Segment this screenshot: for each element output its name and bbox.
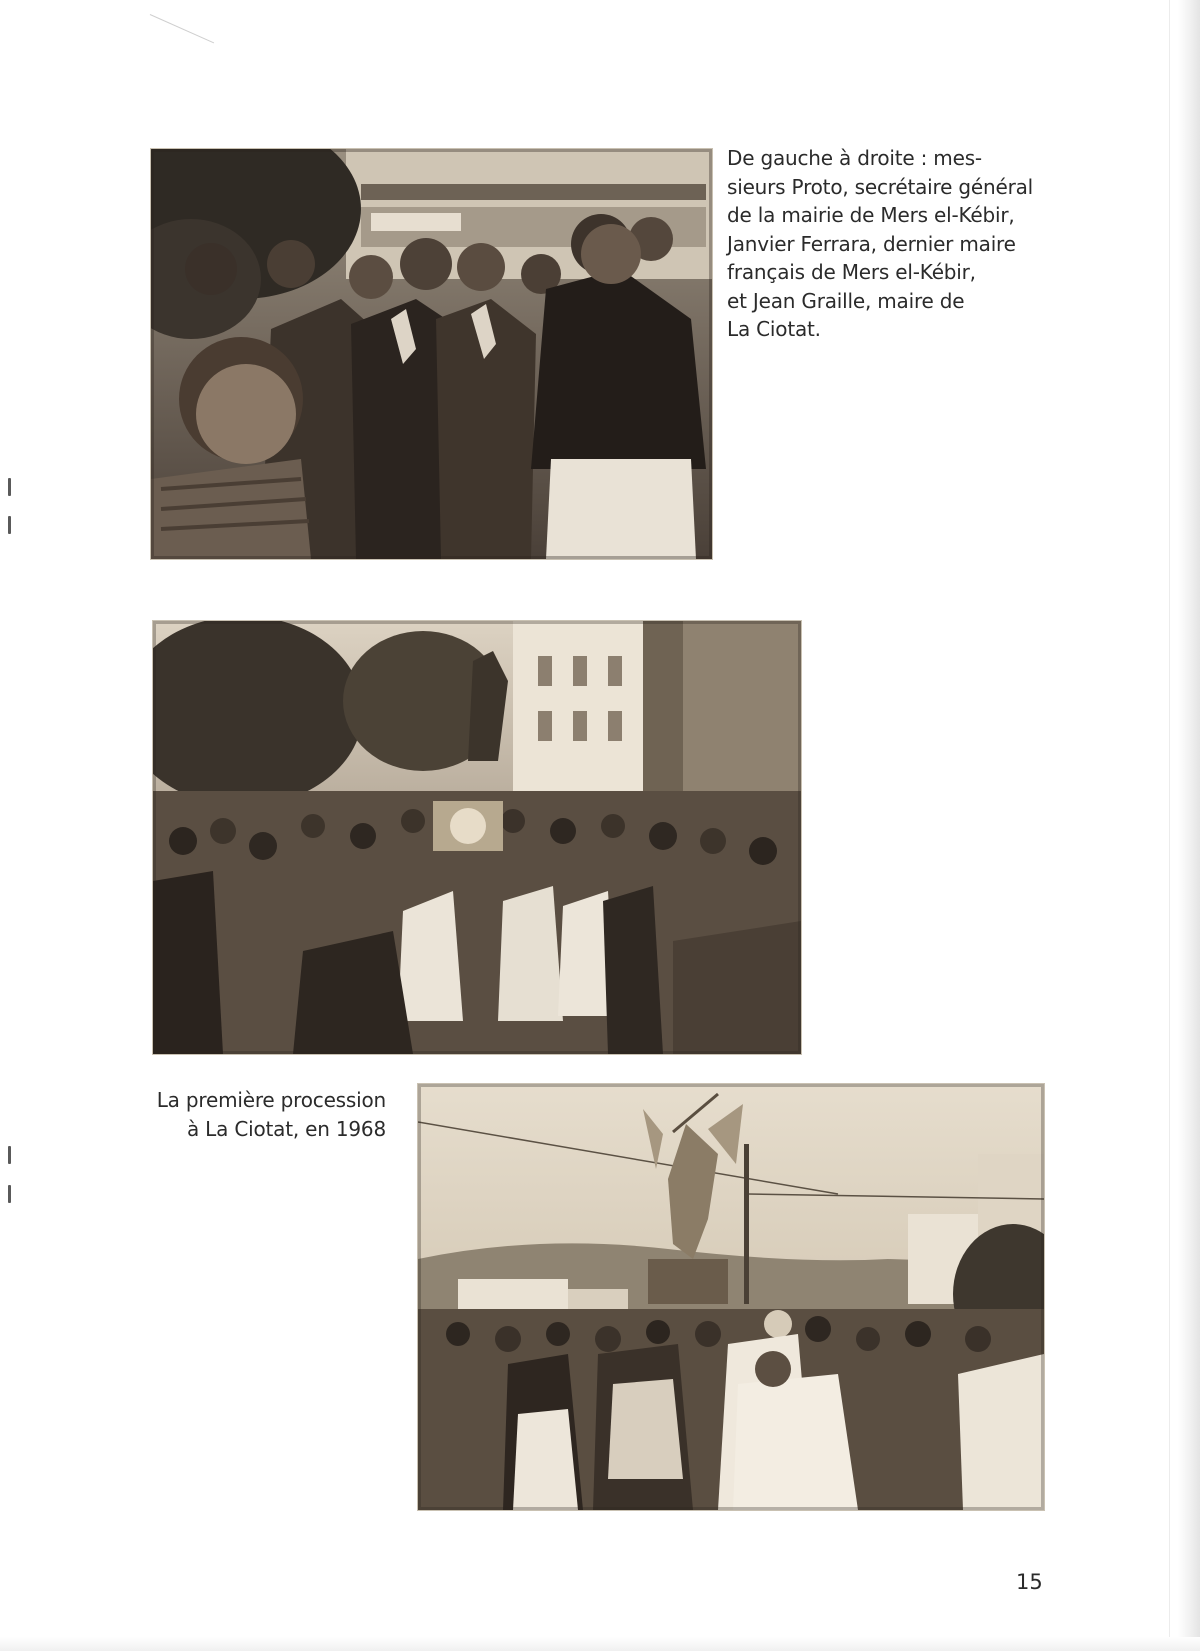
caption-line: La Ciotat. <box>727 317 821 341</box>
caption-line: français de Mers el-Kébir, <box>727 260 976 284</box>
caption-line: de la mairie de Mers el-Kébir, <box>727 203 1015 227</box>
photo-officials-image <box>151 149 712 559</box>
caption-line: Janvier Ferrara, dernier maire <box>727 231 1016 256</box>
scan-corner-mark <box>150 14 214 43</box>
caption-line: et Jean Graille, maire de <box>727 288 965 313</box>
caption-line: sieurs Proto, secrétaire général <box>727 174 1034 199</box>
photo-officials <box>150 148 713 560</box>
caption-procession <box>150 1086 386 1143</box>
binder-hole-mark <box>8 1146 11 1164</box>
photo-procession-street <box>152 620 802 1055</box>
photo-procession-statue <box>417 1083 1045 1511</box>
page-edge-line <box>1169 0 1170 1651</box>
page-edge-shadow <box>1178 0 1200 1651</box>
photo-procession-street-image <box>153 621 801 1054</box>
caption-line: De gauche à droite : mes- <box>727 146 982 170</box>
binder-hole-mark <box>8 516 11 534</box>
binder-hole-mark <box>8 1185 11 1203</box>
caption-line: La première procession <box>156 1088 386 1112</box>
page-number: 15 <box>1016 1570 1043 1594</box>
page-bottom-edge <box>0 1637 1200 1651</box>
binder-hole-mark <box>8 478 11 496</box>
caption-line: à La Ciotat, en 1968 <box>186 1116 386 1141</box>
photo-procession-statue-image <box>418 1084 1044 1510</box>
caption-officials <box>727 144 1034 344</box>
